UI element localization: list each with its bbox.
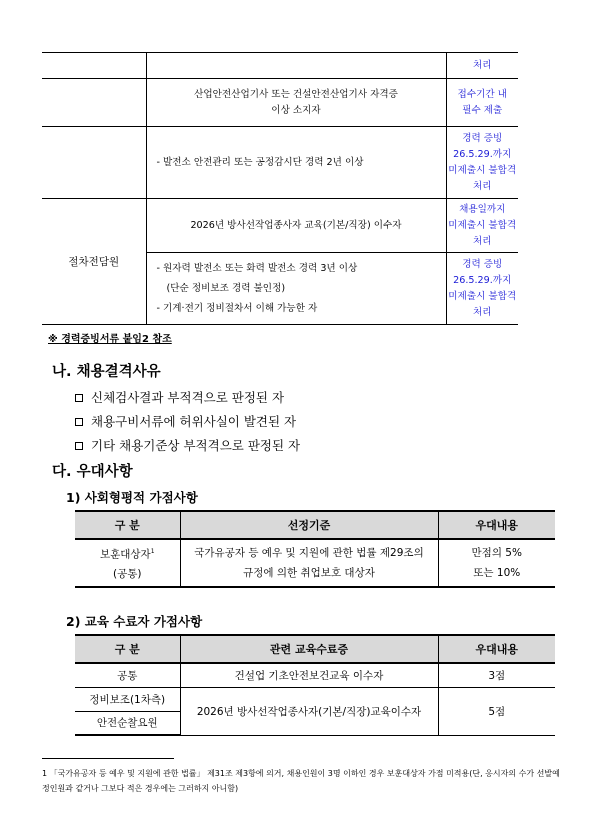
- table-row: [42, 79, 518, 127]
- criteria-line: 국가유공자 등 예우 및 지원에 관한 법률 제29조의: [194, 547, 424, 559]
- section-title-disqualification: 나. 채용결격사유: [52, 364, 161, 380]
- requirement-line: (단순 정비보조 경력 불인정): [166, 282, 286, 294]
- table-header-row: [75, 635, 555, 663]
- list-item: [75, 388, 284, 406]
- benefit-line: 또는 10%: [473, 567, 521, 579]
- requirement-cell: [146, 79, 446, 127]
- requirement-cell: [146, 253, 446, 325]
- status-line: 접수기간 내: [457, 88, 507, 100]
- benefit-line: 만점의 5%: [471, 547, 522, 559]
- table-row: [75, 687, 555, 711]
- status-line: 처리: [472, 180, 492, 192]
- table-header-row: [75, 511, 555, 539]
- list-item-text: 채용구비서류에 허위사실이 발견된 자: [91, 414, 297, 429]
- status-line: 미제출시 불합격: [448, 219, 517, 231]
- category-cell: 안전순찰요원: [75, 711, 180, 735]
- status-line: 채용일까지: [459, 203, 506, 215]
- benefit-cell: 5점: [438, 687, 555, 735]
- course-cell: 건설업 기초안전보건교육 이수자: [180, 663, 438, 687]
- column-header: 우대내용: [438, 635, 555, 663]
- status-line: 미제출시 불합격: [448, 164, 517, 176]
- education-table: [75, 634, 555, 736]
- status-cell: [446, 127, 518, 199]
- criteria-cell: [180, 539, 438, 587]
- category-cell-empty: [42, 79, 146, 127]
- list-item: [75, 436, 300, 454]
- requirement-line: - 발전소 안전관리 또는 공정감시단 경력 2년 이상: [156, 156, 364, 168]
- status-line: 26.5.29.까지: [453, 274, 512, 286]
- column-header: 구 분: [75, 511, 180, 539]
- category-line: (공통): [113, 568, 142, 581]
- requirement-line: - 원자력 발전소 또는 화력 발전소 경력 3년 이상: [156, 262, 358, 274]
- list-item-text: 기타 채용기준상 부적격으로 판정된 자: [91, 438, 301, 453]
- requirement-line: 이상 소지자: [271, 104, 321, 116]
- footnote-mark: 1: [150, 547, 155, 555]
- square-bullet-icon: [75, 442, 83, 450]
- evidence-note: ※ 경력증빙서류 붙임2 참조: [48, 334, 172, 345]
- list-item: [75, 412, 296, 430]
- category-cell: 공통: [75, 663, 180, 687]
- status-line: 필수 제출: [462, 104, 503, 116]
- subsection-title-education: 2) 교육 수료자 가점사항: [66, 614, 203, 629]
- category-cell-empty: [42, 127, 146, 199]
- status-line: 처리: [472, 235, 492, 247]
- section-title-preference: 다. 우대사항: [52, 464, 133, 480]
- requirement-cell: [146, 199, 446, 253]
- status-cell: [446, 253, 518, 325]
- category-cell: [75, 539, 180, 587]
- benefit-cell: 3점: [438, 663, 555, 687]
- status-line: 미제출시 불합격: [448, 290, 517, 302]
- criteria-line: 규정에 의한 취업보호 대상자: [243, 567, 375, 579]
- status-line: 경력 증빙: [462, 132, 503, 144]
- square-bullet-icon: [75, 418, 83, 426]
- table-row: [75, 663, 555, 687]
- category-text: 보훈대상자: [99, 548, 151, 561]
- status-line: 경력 증빙: [462, 258, 503, 270]
- column-header: 관련 교육수료증: [180, 635, 438, 663]
- table-row: [75, 539, 555, 587]
- table-row: [42, 127, 518, 199]
- status-cell: [446, 199, 518, 253]
- category-cell-empty: [42, 53, 146, 79]
- category-cell: 정비보조(1차측): [75, 687, 180, 711]
- status-line: 처리: [472, 59, 492, 71]
- square-bullet-icon: [75, 394, 83, 402]
- column-header: 구 분: [75, 635, 180, 663]
- benefit-cell: [438, 539, 555, 587]
- status-cell: [446, 53, 518, 79]
- requirement-line: 2026년 방사선작업종사자 교육(기본/직장) 이수자: [190, 219, 402, 231]
- list-item-text: 신체검사결과 부적격으로 판정된 자: [91, 390, 285, 405]
- table-row: [42, 53, 518, 79]
- status-cell: [446, 79, 518, 127]
- course-cell: 2026년 방사선작업종사자(기본/직장)교육이수자: [180, 687, 438, 735]
- requirement-cell: [146, 53, 446, 79]
- subsection-title-social: 1) 사회형평적 가점사항: [66, 490, 198, 505]
- qualification-table: [42, 52, 518, 325]
- status-line: 26.5.29.까지: [453, 148, 512, 160]
- column-header: 선정기준: [180, 511, 438, 539]
- requirement-cell: [146, 127, 446, 199]
- social-equity-table: [75, 510, 555, 588]
- category-cell: 절차전담원: [42, 199, 146, 325]
- requirement-line: - 기계·전기 정비절차서 이해 가능한 자: [156, 302, 318, 314]
- status-line: 처리: [472, 306, 492, 318]
- table-row: [42, 199, 518, 253]
- requirement-line: 산업안전산업기사 또는 건설안전산업기사 자격증: [194, 88, 398, 100]
- footnote-divider: [42, 758, 174, 759]
- category-line: [76, 542, 179, 565]
- footnote: 1 「국가유공자 등 예우 및 지원에 관한 법률」 제31조 제3항에 의거, 채용인원이 3명 이하인 경우 보훈대상자 가점 미적용(단, 응시자의 수가 선발예정인원과 같거나 그보다 적은 경우에는 그러하지 아니함): [42, 769, 560, 793]
- column-header: 우대내용: [438, 511, 555, 539]
